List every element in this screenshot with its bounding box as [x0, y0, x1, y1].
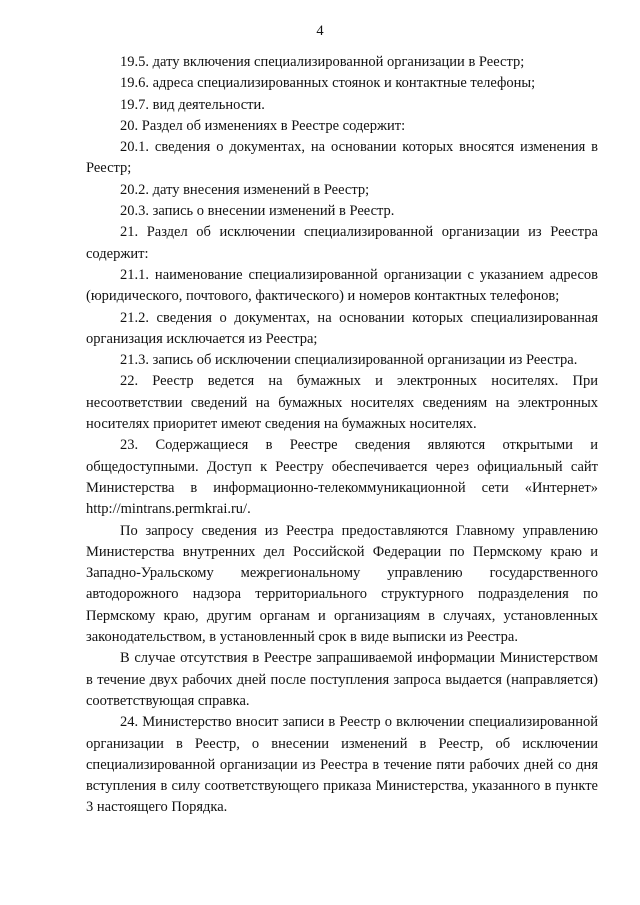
- paragraph-23: 23. Содержащиеся в Реестре сведения являются открытыми и общедоступными. Доступ к Реестру обеспечивается через официальный сайт Министерства в информационно-телекоммуникационной сети «Интернет» http://mintrans.permkrai.ru/.: [86, 437, 598, 518]
- paragraph-request: По запросу сведения из Реестра предоставляются Главному управлению Министерства внутренних дел Российской Федерации по Пермскому краю и Западно-Уральскому межрегиональному управлению государственного автодорожного надзора территориального структурного подразделения по Пермскому краю, другим органам и организациям в случаях, установленных законодательством, в установленный срок в виде выписки из Реестра.: [86, 522, 598, 646]
- paragraph-21-2: 21.2. сведения о документах, на основании которых специализированная организация исключается из Реестра;: [86, 309, 598, 347]
- paragraph-21-1: 21.1. наименование специализированной организации с указанием адресов (юридического, почтового, фактического) и номеров контактных телефонов;: [86, 266, 598, 305]
- paragraph-21: 21. Раздел об исключении специализированной организации из Реестра содержит:: [86, 224, 598, 262]
- paragraph-24: 24. Министерство вносит записи в Реестр о включении специализированной организации в Реестр, о внесении изменений в Реестр, об исключении специализированной организации из Реестра в течение пяти рабочих дней со дня вступления в силу соответствующего приказа Министерства, указанного в пункте 3 настоящего Порядка.: [86, 714, 598, 816]
- paragraph-20-2: 20.2. дату внесения изменений в Реестр;: [120, 181, 370, 198]
- paragraph-absence: В случае отсутствия в Реестре запрашиваемой информации Министерством в течение двух рабочих дней после поступления запроса выдается (направляется) соответствующая справка.: [86, 650, 598, 709]
- paragraph-20-1: 20.1. сведения о документах, на основании которых вносятся изменения в Реестр;: [86, 139, 598, 177]
- paragraph-19-7: 19.7. вид деятельности.: [120, 96, 265, 113]
- paragraph-19-6: 19.6. адреса специализированных стоянок и контактные телефоны;: [120, 75, 536, 92]
- paragraph-19-5: 19.5. дату включения специализированной организации в Реестр;: [120, 54, 525, 70]
- page-number: 4: [316, 23, 324, 39]
- paragraph-22: 22. Реестр ведется на бумажных и электронных носителях. При несоответствии сведений на бумажных носителях сведениям на электронных носителях приоритет имеют сведения на бумажных носителях.: [86, 373, 598, 433]
- paragraph-20: 20. Раздел об изменениях в Реестре содержит:: [120, 117, 406, 134]
- paragraph-21-3: 21.3. запись об исключении специализированной организации из Реестра.: [120, 352, 578, 369]
- paragraph-20-3: 20.3. запись о внесении изменений в Реестр.: [120, 203, 395, 220]
- document-body: [86, 52, 598, 819]
